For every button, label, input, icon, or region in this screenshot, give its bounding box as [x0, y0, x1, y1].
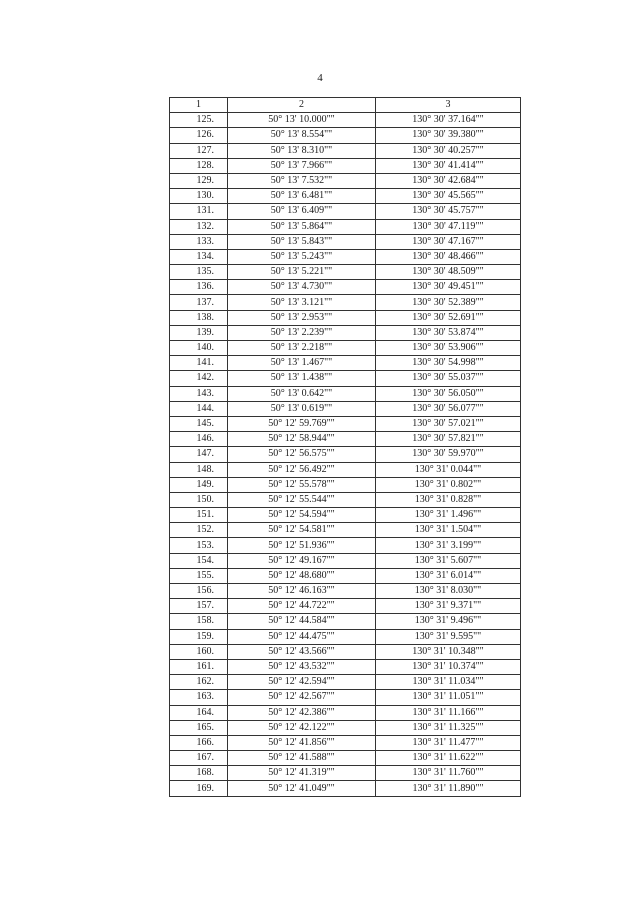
- table-row: [170, 204, 521, 219]
- point-number-cell: 146.: [170, 432, 228, 447]
- table-row: [170, 675, 521, 690]
- point-number-cell: 164.: [170, 705, 228, 720]
- latitude-cell: 50° 13' 0.619"": [228, 401, 376, 416]
- longitude-cell: 130° 30' 39.380"": [376, 128, 521, 143]
- point-number-cell: 162.: [170, 675, 228, 690]
- point-number-cell: 134.: [170, 249, 228, 264]
- latitude-cell: 50° 13' 4.730"": [228, 280, 376, 295]
- table-row: [170, 751, 521, 766]
- table-row: [170, 128, 521, 143]
- point-number-cell: 154.: [170, 553, 228, 568]
- longitude-cell: 130° 31' 8.030"": [376, 584, 521, 599]
- longitude-cell: 130° 31' 9.496"": [376, 614, 521, 629]
- latitude-cell: 50° 12' 54.581"": [228, 523, 376, 538]
- latitude-cell: 50° 13' 1.467"": [228, 356, 376, 371]
- table-row: [170, 584, 521, 599]
- table-row: [170, 371, 521, 386]
- longitude-cell: 130° 30' 40.257"": [376, 143, 521, 158]
- point-number-cell: 135.: [170, 265, 228, 280]
- longitude-cell: 130° 31' 0.802"": [376, 477, 521, 492]
- point-number-cell: 128.: [170, 158, 228, 173]
- table-row: [170, 173, 521, 188]
- latitude-cell: 50° 13' 3.121"": [228, 295, 376, 310]
- longitude-cell: 130° 31' 11.051"": [376, 690, 521, 705]
- table-row: [170, 189, 521, 204]
- latitude-cell: 50° 13' 6.409"": [228, 204, 376, 219]
- latitude-cell: 50° 13' 10.000"": [228, 113, 376, 128]
- latitude-cell: 50° 12' 41.588"": [228, 751, 376, 766]
- longitude-cell: 130° 31' 1.504"": [376, 523, 521, 538]
- latitude-cell: 50° 13' 2.218"": [228, 341, 376, 356]
- latitude-cell: 50° 12' 44.722"": [228, 599, 376, 614]
- table-row: [170, 523, 521, 538]
- point-number-cell: 152.: [170, 523, 228, 538]
- table-row: [170, 249, 521, 264]
- latitude-cell: 50° 13' 0.642"": [228, 386, 376, 401]
- longitude-cell: 130° 30' 41.414"": [376, 158, 521, 173]
- table-row: [170, 219, 521, 234]
- point-number-cell: 160.: [170, 644, 228, 659]
- longitude-cell: 130° 31' 1.496"": [376, 508, 521, 523]
- point-number-cell: 149.: [170, 477, 228, 492]
- longitude-cell: 130° 31' 11.325"": [376, 720, 521, 735]
- column-header-3: 3: [376, 98, 521, 113]
- point-number-cell: 166.: [170, 735, 228, 750]
- column-header-2: 2: [228, 98, 376, 113]
- point-number-cell: 131.: [170, 204, 228, 219]
- table-row: [170, 781, 521, 796]
- longitude-cell: 130° 31' 3.199"": [376, 538, 521, 553]
- longitude-cell: 130° 31' 5.607"": [376, 553, 521, 568]
- longitude-cell: 130° 30' 47.119"": [376, 219, 521, 234]
- table-row: [170, 401, 521, 416]
- latitude-cell: 50° 12' 48.680"": [228, 568, 376, 583]
- point-number-cell: 138.: [170, 310, 228, 325]
- table-row: [170, 158, 521, 173]
- point-number-cell: 156.: [170, 584, 228, 599]
- point-number-cell: 150.: [170, 492, 228, 507]
- point-number-cell: 140.: [170, 341, 228, 356]
- point-number-cell: 125.: [170, 113, 228, 128]
- longitude-cell: 130° 31' 6.014"": [376, 568, 521, 583]
- longitude-cell: 130° 30' 37.164"": [376, 113, 521, 128]
- point-number-cell: 130.: [170, 189, 228, 204]
- table-row: [170, 538, 521, 553]
- table-row: [170, 295, 521, 310]
- table-row: [170, 720, 521, 735]
- latitude-cell: 50° 12' 42.386"": [228, 705, 376, 720]
- longitude-cell: 130° 31' 0.044"": [376, 462, 521, 477]
- latitude-cell: 50° 12' 42.594"": [228, 675, 376, 690]
- column-header-1: 1: [170, 98, 228, 113]
- table-row: [170, 492, 521, 507]
- point-number-cell: 144.: [170, 401, 228, 416]
- table-row: [170, 280, 521, 295]
- longitude-cell: 130° 31' 9.595"": [376, 629, 521, 644]
- point-number-cell: 159.: [170, 629, 228, 644]
- table-row: [170, 462, 521, 477]
- latitude-cell: 50° 12' 41.856"": [228, 735, 376, 750]
- latitude-cell: 50° 13' 5.243"": [228, 249, 376, 264]
- longitude-cell: 130° 30' 48.466"": [376, 249, 521, 264]
- table-row: [170, 477, 521, 492]
- latitude-cell: 50° 13' 7.966"": [228, 158, 376, 173]
- point-number-cell: 153.: [170, 538, 228, 553]
- point-number-cell: 148.: [170, 462, 228, 477]
- point-number-cell: 133.: [170, 234, 228, 249]
- table-row: [170, 553, 521, 568]
- table-row: [170, 705, 521, 720]
- table-header-row: [170, 98, 521, 113]
- table-row: [170, 143, 521, 158]
- point-number-cell: 161.: [170, 659, 228, 674]
- point-number-cell: 129.: [170, 173, 228, 188]
- latitude-cell: 50° 12' 43.566"": [228, 644, 376, 659]
- point-number-cell: 142.: [170, 371, 228, 386]
- longitude-cell: 130° 30' 56.050"": [376, 386, 521, 401]
- point-number-cell: 126.: [170, 128, 228, 143]
- latitude-cell: 50° 12' 41.049"": [228, 781, 376, 796]
- latitude-cell: 50° 12' 51.936"": [228, 538, 376, 553]
- latitude-cell: 50° 12' 44.584"": [228, 614, 376, 629]
- point-number-cell: 169.: [170, 781, 228, 796]
- longitude-cell: 130° 31' 11.477"": [376, 735, 521, 750]
- longitude-cell: 130° 31' 11.034"": [376, 675, 521, 690]
- longitude-cell: 130° 30' 59.970"": [376, 447, 521, 462]
- longitude-cell: 130° 30' 49.451"": [376, 280, 521, 295]
- table-row: [170, 113, 521, 128]
- point-number-cell: 141.: [170, 356, 228, 371]
- point-number-cell: 151.: [170, 508, 228, 523]
- latitude-cell: 50° 13' 5.843"": [228, 234, 376, 249]
- latitude-cell: 50° 12' 43.532"": [228, 659, 376, 674]
- longitude-cell: 130° 31' 10.374"": [376, 659, 521, 674]
- longitude-cell: 130° 30' 53.906"": [376, 341, 521, 356]
- table-row: [170, 416, 521, 431]
- table-row: [170, 614, 521, 629]
- longitude-cell: 130° 30' 56.077"": [376, 401, 521, 416]
- longitude-cell: 130° 30' 57.821"": [376, 432, 521, 447]
- latitude-cell: 50° 12' 46.163"": [228, 584, 376, 599]
- longitude-cell: 130° 31' 9.371"": [376, 599, 521, 614]
- table-row: [170, 599, 521, 614]
- table-row: [170, 629, 521, 644]
- point-number-cell: 139.: [170, 325, 228, 340]
- table-row: [170, 341, 521, 356]
- longitude-cell: 130° 30' 48.509"": [376, 265, 521, 280]
- longitude-cell: 130° 31' 11.166"": [376, 705, 521, 720]
- longitude-cell: 130° 31' 11.760"": [376, 766, 521, 781]
- table-row: [170, 690, 521, 705]
- table-row: [170, 568, 521, 583]
- latitude-cell: 50° 13' 6.481"": [228, 189, 376, 204]
- longitude-cell: 130° 30' 57.021"": [376, 416, 521, 431]
- table-row: [170, 644, 521, 659]
- longitude-cell: 130° 30' 45.565"": [376, 189, 521, 204]
- point-number-cell: 157.: [170, 599, 228, 614]
- latitude-cell: 50° 12' 59.769"": [228, 416, 376, 431]
- longitude-cell: 130° 30' 45.757"": [376, 204, 521, 219]
- longitude-cell: 130° 30' 52.691"": [376, 310, 521, 325]
- latitude-cell: 50° 13' 7.532"": [228, 173, 376, 188]
- latitude-cell: 50° 12' 58.944"": [228, 432, 376, 447]
- longitude-cell: 130° 31' 0.828"": [376, 492, 521, 507]
- table-row: [170, 508, 521, 523]
- latitude-cell: 50° 12' 42.122"": [228, 720, 376, 735]
- longitude-cell: 130° 30' 54.998"": [376, 356, 521, 371]
- latitude-cell: 50° 13' 5.221"": [228, 265, 376, 280]
- latitude-cell: 50° 12' 56.575"": [228, 447, 376, 462]
- table-row: [170, 234, 521, 249]
- latitude-cell: 50° 12' 54.594"": [228, 508, 376, 523]
- longitude-cell: 130° 30' 53.874"": [376, 325, 521, 340]
- latitude-cell: 50° 12' 49.167"": [228, 553, 376, 568]
- latitude-cell: 50° 13' 8.310"": [228, 143, 376, 158]
- point-number-cell: 137.: [170, 295, 228, 310]
- table-row: [170, 766, 521, 781]
- longitude-cell: 130° 30' 52.389"": [376, 295, 521, 310]
- table-row: [170, 432, 521, 447]
- table-row: [170, 659, 521, 674]
- point-number-cell: 165.: [170, 720, 228, 735]
- longitude-cell: 130° 31' 11.622"": [376, 751, 521, 766]
- longitude-cell: 130° 30' 42.684"": [376, 173, 521, 188]
- point-number-cell: 136.: [170, 280, 228, 295]
- table-row: [170, 447, 521, 462]
- point-number-cell: 132.: [170, 219, 228, 234]
- point-number-cell: 158.: [170, 614, 228, 629]
- point-number-cell: 145.: [170, 416, 228, 431]
- latitude-cell: 50° 13' 2.239"": [228, 325, 376, 340]
- longitude-cell: 130° 30' 55.037"": [376, 371, 521, 386]
- latitude-cell: 50° 12' 41.319"": [228, 766, 376, 781]
- longitude-cell: 130° 31' 10.348"": [376, 644, 521, 659]
- page-number: 4: [317, 72, 323, 84]
- latitude-cell: 50° 13' 8.554"": [228, 128, 376, 143]
- table-row: [170, 386, 521, 401]
- latitude-cell: 50° 13' 5.864"": [228, 219, 376, 234]
- table-row: [170, 325, 521, 340]
- longitude-cell: 130° 30' 47.167"": [376, 234, 521, 249]
- latitude-cell: 50° 12' 55.544"": [228, 492, 376, 507]
- latitude-cell: 50° 12' 56.492"": [228, 462, 376, 477]
- point-number-cell: 155.: [170, 568, 228, 583]
- latitude-cell: 50° 12' 44.475"": [228, 629, 376, 644]
- table-row: [170, 356, 521, 371]
- latitude-cell: 50° 13' 2.953"": [228, 310, 376, 325]
- latitude-cell: 50° 12' 42.567"": [228, 690, 376, 705]
- table-row: [170, 265, 521, 280]
- point-number-cell: 167.: [170, 751, 228, 766]
- point-number-cell: 127.: [170, 143, 228, 158]
- coordinates-table: [169, 97, 521, 797]
- table-row: [170, 310, 521, 325]
- point-number-cell: 163.: [170, 690, 228, 705]
- point-number-cell: 143.: [170, 386, 228, 401]
- latitude-cell: 50° 13' 1.438"": [228, 371, 376, 386]
- point-number-cell: 168.: [170, 766, 228, 781]
- point-number-cell: 147.: [170, 447, 228, 462]
- latitude-cell: 50° 12' 55.578"": [228, 477, 376, 492]
- longitude-cell: 130° 31' 11.890"": [376, 781, 521, 796]
- table-row: [170, 735, 521, 750]
